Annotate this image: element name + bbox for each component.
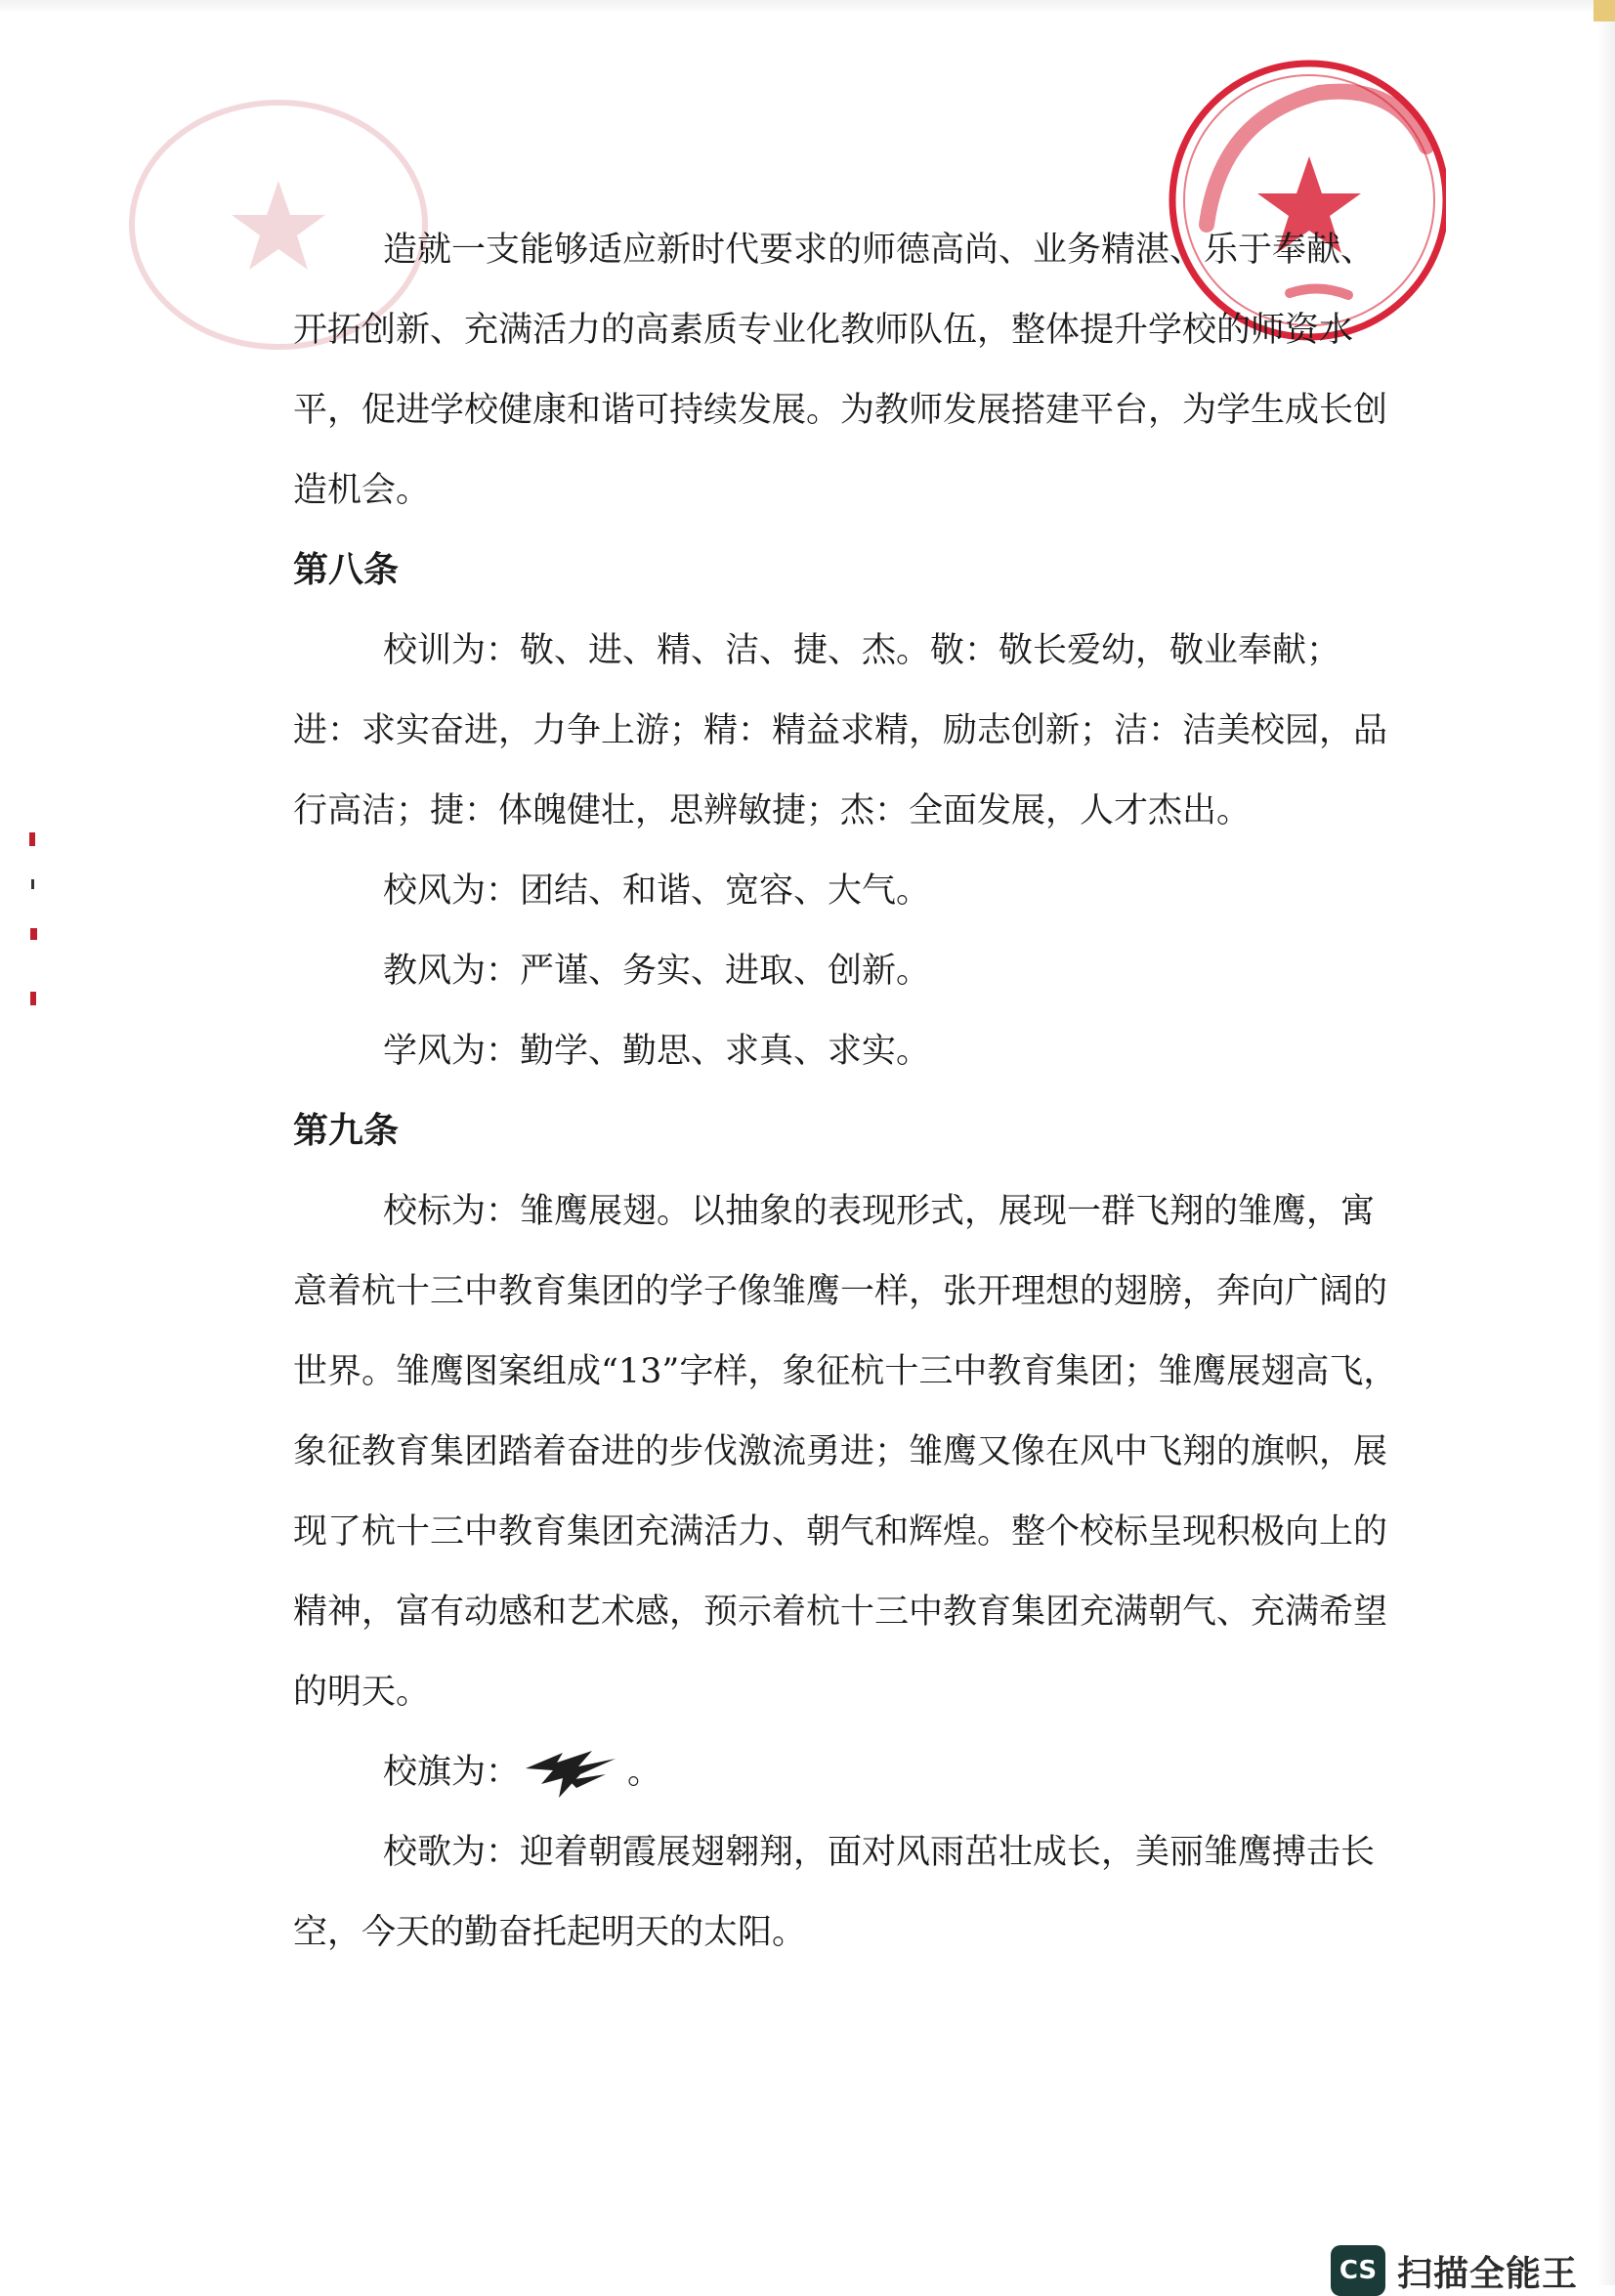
study-style-line: 学风为：勤学、勤思、求真、求实。 [383,1032,931,1071]
scan-corner-mark [1594,0,1615,21]
scan-shadow-top [0,0,1615,14]
scan-shadow-right [1597,0,1615,2285]
flag-line-end: 。 [627,1753,662,1792]
school-flag-line [293,1732,1407,1812]
camscanner-app-name: 扫描全能王 [1397,2253,1579,2294]
school-song-paragraph: 校歌为：迎着朝霞展翅翱翔，面对风雨茁壮成长，美丽雏鹰搏击长空，今天的勤奋托起明天的太阳。 [293,1833,1376,1952]
article-8-heading: 第八条 [293,550,400,590]
school-flag-logo-icon [520,1745,627,1804]
document-body [293,210,1407,1973]
camscanner-logo-icon: CS [1331,2245,1385,2296]
flag-label: 校旗为： [383,1753,521,1792]
intro-paragraph: 造就一支能够适应新时代要求的师德高尚、业务精湛、乐于奉献、开拓创新、充满活力的高素质专业化教师队伍，整体提升学校的师资水平，促进学校健康和谐可持续发展。为教师发展搭建平台，为学生成长创造机会。 [293,231,1388,510]
school-emblem-paragraph: 校标为：雏鹰展翅。以抽象的表现形式，展现一群飞翔的雏鹰，寓意着杭十三中教育集团的学子像雏鹰一样，张开理想的翅膀，奔向广阔的世界。雏鹰图案组成“13”字样，象征杭十三中教育集团；雏鹰展翅高飞，象征教育集团踏着奋进的步伐激流勇进；雏鹰又像在风中飞翔的旗帜，展现了杭十三中教育集团充满活力、朝气和辉煌。整个校标呈现积极向上的精神，富有动感和艺术感，预示着杭十三中教育集团充满朝气、充满希望的明天。 [293,1192,1398,1712]
school-spirit-line: 校风为：团结、和谐、宽容、大气。 [383,872,931,911]
camscanner-watermark [1331,2245,1578,2296]
binding-marks [25,830,41,1026]
article-9-heading: 第九条 [293,1111,400,1151]
school-motto-paragraph: 校训为：敬、进、精、洁、捷、杰。敬：敬长爱幼，敬业奉献；进：求实奋进，力争上游；精：精益求精，励志创新；洁：洁美校园，品行高洁；捷：体魄健壮，思辨敏捷；杰：全面发展，人才杰出。 [293,631,1388,830]
teaching-style-line: 教风为：严谨、务实、进取、创新。 [383,952,931,991]
